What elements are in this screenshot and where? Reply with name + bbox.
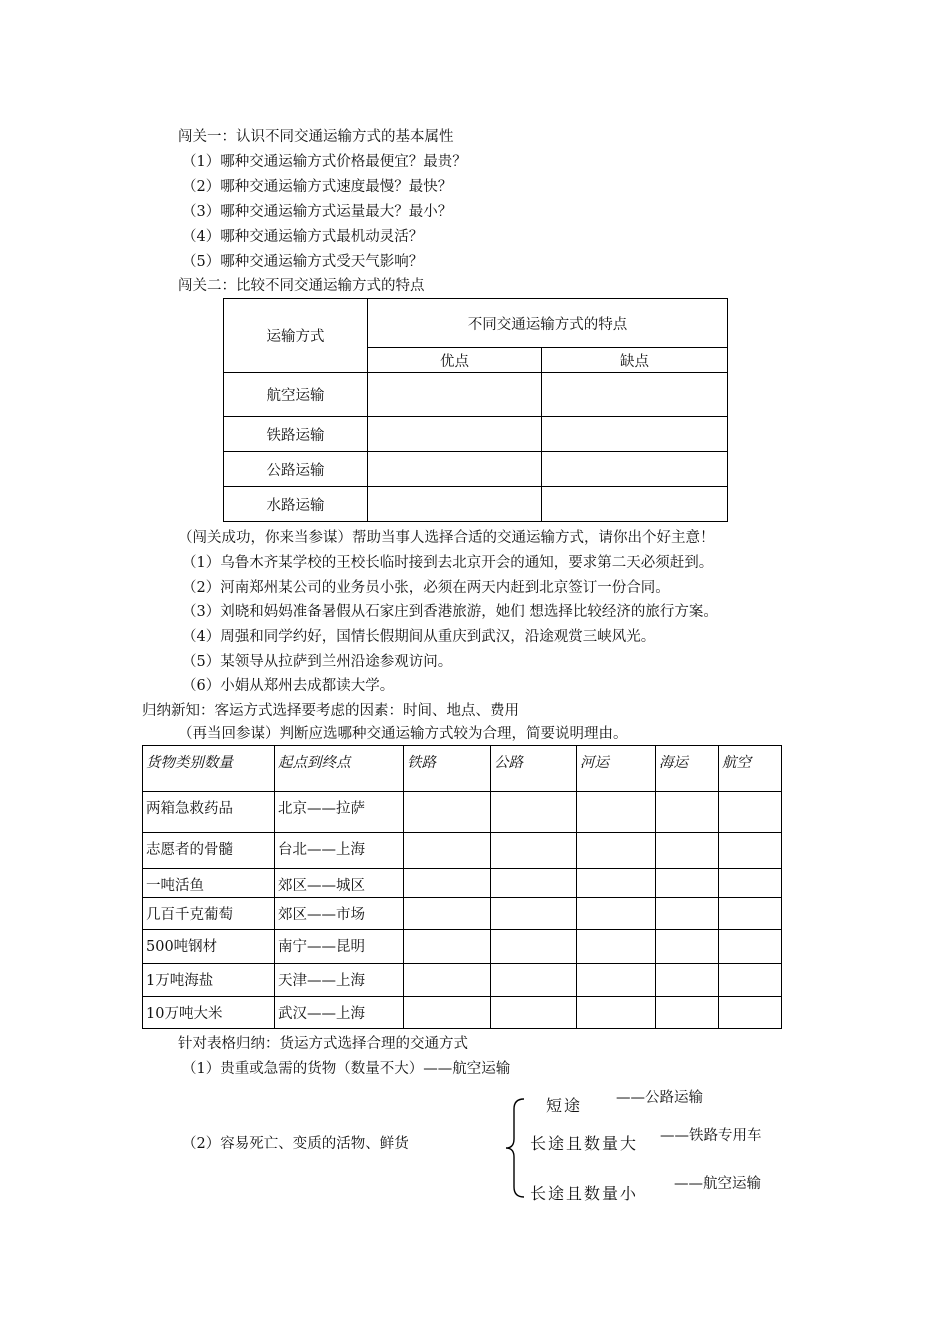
answer-cell[interactable] [656,869,719,898]
case-3: （3）刘晓和妈妈准备暑假从石家庄到香港旅游，她们 想选择比较经济的旅行方案。 [182,604,718,620]
branch-long-small-label: 长途且数量小 [530,1184,639,1203]
answer-cell[interactable] [404,930,491,964]
question-5: （5）哪种交通运输方式受天气影响？ [182,254,424,270]
goods-4: 几百千克葡萄 [143,898,275,930]
answer-cell[interactable] [491,930,577,964]
goods-5: 500吨钢材 [143,930,275,964]
section3-summary: 归纳新知：客运方式选择要考虑的因素：时间、地点、费用 [142,703,519,719]
answer-cell[interactable] [719,833,782,869]
goods-2: 志愿者的骨髓 [143,833,275,869]
th-sea: 海运 [656,746,719,792]
case-1: （1）乌鲁木齐某学校的王校长临时接到去北京开会的通知，要求第二天必须赶到。 [182,555,714,571]
branch-long-large-label: 长途且数量大 [530,1134,639,1153]
th-goods: 货物类别数量 [143,746,275,792]
answer-cell[interactable] [656,898,719,930]
answer-cell[interactable] [719,869,782,898]
th-river: 河运 [577,746,656,792]
route-4: 郊区——市场 [275,898,404,930]
answer-cell[interactable] [577,898,656,930]
section5-title: 针对表格归纳：货运方式选择合理的交通方式 [178,1036,468,1052]
answer-cell[interactable] [577,833,656,869]
route-2: 台北——上海 [275,833,404,869]
section2-title: 闯关二：比较不同交通运输方式的特点 [178,278,425,294]
route-1: 北京——拉萨 [275,792,404,833]
answer-cell[interactable] [656,997,719,1029]
th-rail: 铁路 [404,746,491,792]
summary-item-1: （1）贵重或急需的货物（数量不大）——航空运输 [182,1061,511,1077]
answer-cell[interactable] [404,964,491,997]
route-6: 天津——上海 [275,964,404,997]
answer-cell[interactable] [656,833,719,869]
branch-long-small-result: ——航空运输 [674,1176,761,1192]
answer-cell[interactable] [719,997,782,1029]
answer-cell[interactable] [719,898,782,930]
goods-6: 1万吨海盐 [143,964,275,997]
route-7: 武汉——上海 [275,997,404,1029]
section3-intro: （闯关成功，你来当参谋）帮助当事人选择合适的交通运输方式，请你出个好主意！ [178,530,715,546]
branch-short-result: ——公路运输 [616,1090,703,1106]
answer-cell[interactable] [577,930,656,964]
answer-cell[interactable] [491,869,577,898]
branch-long-large-result: ——铁路专用车 [660,1128,762,1144]
answer-cell[interactable] [577,997,656,1029]
route-5: 南宁——昆明 [275,930,404,964]
row-road: 公路运输 [224,452,368,487]
answer-cell[interactable] [656,792,719,833]
case-5: （5）某领导从拉萨到兰州沿途参观访问。 [182,654,453,670]
answer-cell[interactable] [404,997,491,1029]
answer-cell[interactable] [404,869,491,898]
section4-intro: （再当回参谋）判断应选哪种交通运输方式较为合理，简要说明理由。 [178,726,628,742]
row-air: 航空运输 [224,373,368,417]
cell-road-pros[interactable] [368,452,542,487]
answer-cell[interactable] [577,964,656,997]
answer-cell[interactable] [656,964,719,997]
answer-cell[interactable] [491,964,577,997]
question-2: （2）哪种交通运输方式速度最慢？最快？ [182,179,453,195]
answer-cell[interactable] [577,792,656,833]
answer-cell[interactable] [404,898,491,930]
th-air: 航空 [719,746,782,792]
transport-features-table [223,298,728,522]
question-1: （1）哪种交通运输方式价格最便宜？最贵？ [182,154,467,170]
brace-icon [502,1097,532,1199]
cell-air-cons[interactable] [542,373,728,417]
answer-cell[interactable] [719,930,782,964]
answer-cell[interactable] [656,930,719,964]
answer-cell[interactable] [491,833,577,869]
header-mode: 运输方式 [224,299,368,373]
row-rail: 铁路运输 [224,417,368,452]
goods-7: 10万吨大米 [143,997,275,1029]
section1-title: 闯关一：认识不同交通运输方式的基本属性 [178,129,454,145]
question-3: （3）哪种交通运输方式运量最大？最小？ [182,204,453,220]
cell-road-cons[interactable] [542,452,728,487]
case-4: （4）周强和同学约好，国情长假期间从重庆到武汉，沿途观赏三峡风光。 [182,629,656,645]
question-4: （4）哪种交通运输方式最机动灵活？ [182,229,424,245]
cell-rail-pros[interactable] [368,417,542,452]
goods-3: 一吨活鱼 [143,869,275,898]
header-pros: 优点 [368,348,542,373]
summary-item-2: （2）容易死亡、变质的活物、鲜货 [182,1136,409,1152]
case-2: （2）河南郑州某公司的业务员小张，必须在两天内赶到北京签订一份合同。 [182,580,670,596]
cell-water-cons[interactable] [542,487,728,522]
goods-1: 两箱急救药品 [143,792,275,833]
answer-cell[interactable] [719,964,782,997]
answer-cell[interactable] [491,792,577,833]
cell-water-pros[interactable] [368,487,542,522]
branch-short-label: 短途 [546,1096,583,1115]
freight-table [142,745,782,1029]
th-route: 起点到终点 [275,746,404,792]
case-6: （6）小娟从郑州去成都读大学。 [182,678,395,694]
answer-cell[interactable] [719,792,782,833]
answer-cell[interactable] [404,792,491,833]
header-cons: 缺点 [542,348,728,373]
answer-cell[interactable] [404,833,491,869]
row-water: 水路运输 [224,487,368,522]
answer-cell[interactable] [577,869,656,898]
cell-air-pros[interactable] [368,373,542,417]
th-road: 公路 [491,746,577,792]
answer-cell[interactable] [491,898,577,930]
answer-cell[interactable] [491,997,577,1029]
header-features: 不同交通运输方式的特点 [368,299,728,348]
route-3: 郊区——城区 [275,869,404,898]
cell-rail-cons[interactable] [542,417,728,452]
